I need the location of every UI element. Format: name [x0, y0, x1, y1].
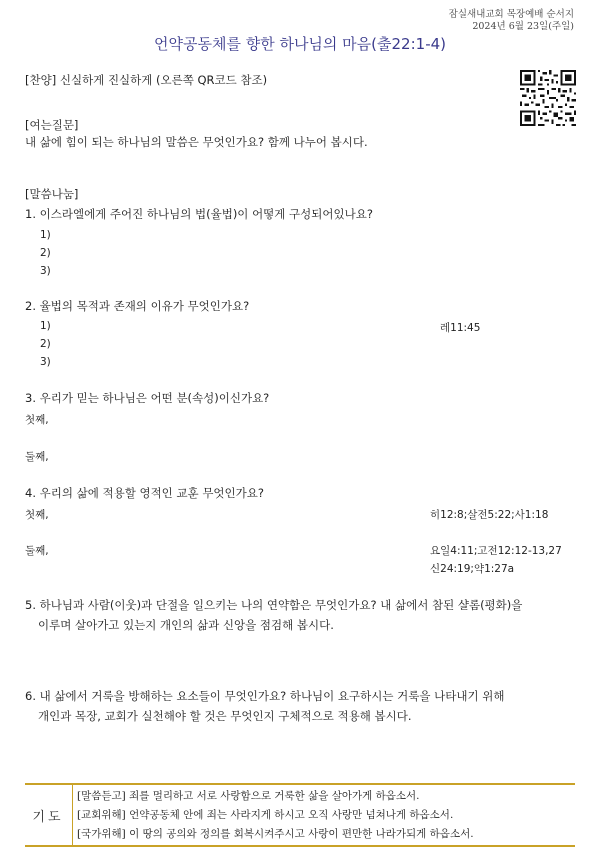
q4-first: 첫째,	[25, 509, 49, 521]
q2-item: 3)	[40, 356, 51, 368]
prayer-line: [교회위해] 언약공동체 안에 죄는 사라지게 하시고 오직 사랑만 넘쳐나게 하옵소서.	[77, 809, 454, 821]
qr-code-icon	[520, 70, 576, 126]
page-title: 언약공동체를 향한 하나님의 마음(출22:1-4)	[154, 35, 446, 53]
question-5: 5. 하나님과 사람(이웃)과 단절을 일으키는 나의 연약함은 무엇인가요? 내 삶에서 참된 샬롬(평화)을	[25, 598, 523, 612]
sharing-label: [말씀나눔]	[25, 187, 79, 201]
opening-label: [여는질문]	[25, 118, 79, 132]
church-name: 잠실새내교회 목장예배 순서지	[448, 9, 574, 20]
q4-second-reference: 신24:19;약1:27a	[430, 563, 515, 575]
question-2: 2. 율법의 목적과 존재의 이유가 무엇인가요?	[25, 299, 250, 313]
opening-text: 내 삶에 힘이 되는 하나님의 말씀은 무엇인가요? 함께 나누어 봅시다.	[25, 135, 368, 149]
prayer-line: [말씀듣고] 죄를 멀리하고 서로 사랑함으로 거룩한 삶을 살아가게 하옵소서.	[77, 790, 420, 802]
question-4: 4. 우리의 삶에 적용할 영적인 교훈 무엇인가요?	[25, 486, 264, 500]
q4-second: 둘째,	[25, 545, 49, 557]
q2-item: 1)	[40, 320, 51, 332]
q1-item: 3)	[40, 265, 51, 277]
question-1: 1. 이스라엘에게 주어진 하나님의 법(율법)이 어떻게 구성되어있나요?	[25, 207, 373, 221]
prayer-lines	[72, 785, 575, 845]
question-5-cont: 이루며 살아가고 있는지 개인의 삶과 신앙을 점검해 봅시다.	[38, 618, 334, 632]
service-date: 2024년 6월 23일(주일)	[472, 21, 574, 32]
prayer-line: [국가위해] 이 땅의 공의와 정의를 회복시켜주시고 사랑이 편만한 나라가되게 하옵소서.	[77, 828, 474, 840]
question-6: 6. 내 삶에서 거룩을 방해하는 요소들이 무엇인가요? 하나님이 요구하시는 거룩을 나타내기 위해	[25, 689, 505, 703]
question-3: 3. 우리가 믿는 하나님은 어떤 분(속성)이신가요?	[25, 391, 270, 405]
q3-first: 첫째,	[25, 414, 49, 426]
q4-first-reference: 히12:8;살전5:22;사1:18	[430, 509, 549, 521]
prayer-box	[25, 783, 575, 847]
praise-line: [찬양] 신실하게 진실하게 (오른쪽 QR코드 참조)	[25, 73, 268, 87]
q4-second-reference: 요일4:11;고전12:12-13,27	[430, 545, 562, 557]
q2-reference: 레11:45	[440, 322, 481, 334]
q3-second: 둘째,	[25, 451, 49, 463]
question-6-cont: 개인과 목장, 교회가 실천해야 할 것은 무엇인지 구체적으로 적용해 봅시다.	[38, 709, 412, 723]
prayer-label: 기도	[32, 809, 64, 825]
q1-item: 1)	[40, 229, 51, 241]
q1-item: 2)	[40, 247, 51, 259]
q2-item: 2)	[40, 338, 51, 350]
